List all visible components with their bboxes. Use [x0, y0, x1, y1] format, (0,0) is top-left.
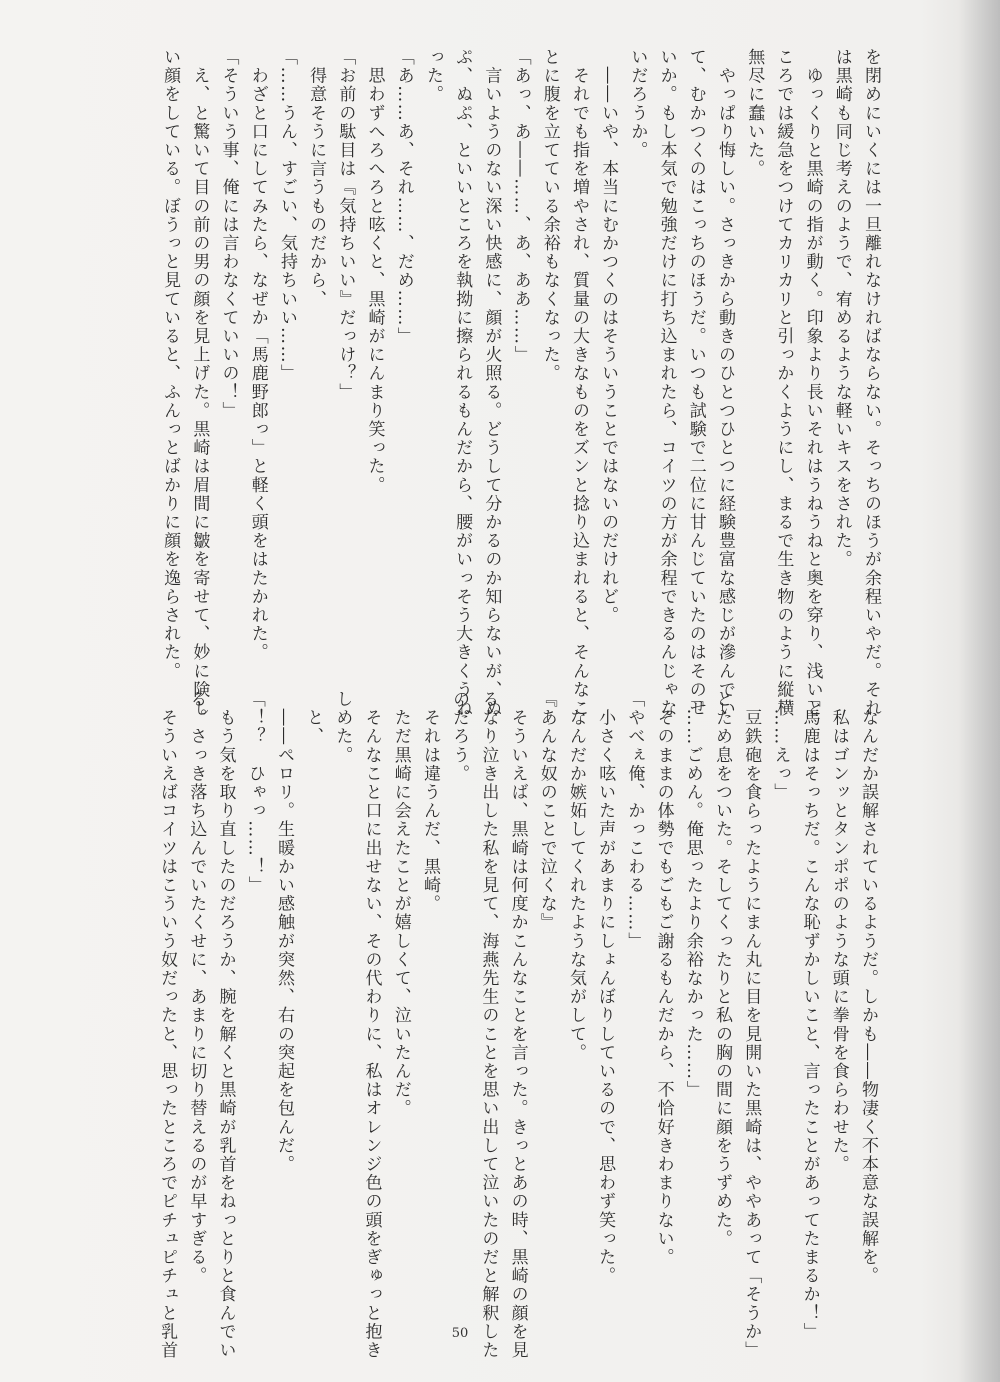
text-column: やっぱり悔しい。さっきから動きのひとつひとつに経験豊富な感じが滲んでい	[714, 48, 735, 718]
text-column: 無尽に蠢いた。	[744, 48, 765, 179]
text-column: 「……えっ」	[770, 690, 791, 802]
page-number: 50	[451, 1326, 469, 1341]
text-column: いだろうか。	[627, 48, 648, 160]
text-column: 「あっ、あ――……、あ、ああ……」	[510, 48, 531, 365]
text-column: 思わずへろへろと呟くと、黒崎がにんまり笑った。	[364, 48, 385, 495]
text-column: 『あんな奴のことで泣くな』	[536, 690, 557, 932]
text-column: るなり泣き出した私を見て、海燕先生のことを思い出して泣いたのだと解釈した	[478, 690, 499, 1360]
text-column: いか。もし本気で勉強だけに打ち込まれたら、コイツの方が余程できるんじゃな	[656, 48, 677, 718]
page-binding-shadow	[958, 0, 1000, 1382]
text-column: 「……ごめん。俺思ったより余裕なかった……」	[682, 690, 703, 1100]
text-column: それは違うんだ、黒崎。	[419, 690, 440, 914]
text-column: 豆鉄砲を食らったようにまん丸に目を見開いた黒崎は、ややあって「そうか」	[741, 690, 762, 1360]
text-column: しめた。	[332, 690, 353, 765]
text-column: ぷ、ぬぷ、といいところを執拗に擦られるもんだから、腰がいっそう大きくうね	[452, 48, 473, 718]
text-column: そのままの体勢でもごもご謝るもんだから、不恰好きわまりない。	[653, 690, 674, 1267]
text-column: を閉めにいくには一旦離れなければならない。そっちのほうが余程いやだ。それ	[861, 48, 881, 718]
text-column: ゆっくりと黒崎の指が動く。印象より長いそれはうねうねと奥を穿り、浅いと	[802, 48, 823, 718]
text-column: とため息をついた。そしてくったりと私の胸の間に顔をうずめた。	[711, 690, 732, 1248]
text-column: 「お前の駄目は『気持ちいい』だっけ？」	[335, 48, 356, 402]
text-column: 「あ……あ、それ……、だめ……」	[393, 48, 414, 346]
text-column: は黒崎も同じ考えのようで、宥めるような軽いキスをされた。	[831, 48, 852, 569]
text-column: 得意そうに言うものだから、	[306, 48, 327, 309]
text-column: ――いや、本当にむかつくのはそういうことではないのだけれど。	[598, 48, 619, 625]
text-column: ただ黒崎に会えたことが嬉しくて、泣いたんだ。	[390, 690, 411, 1118]
text-column: 言いようのない深い快感に、顔が火照る。どうして分かるのか知らないが、ぬ	[481, 48, 502, 718]
text-column: もう気を取り直したのだろうか、腕を解くと黒崎が乳首をねっとりと食んでい	[215, 690, 236, 1360]
text-column: 「そういう事、俺には言わなくていいの！」	[218, 48, 239, 420]
text-column: とに腹を立てている余裕もなくなった。	[539, 48, 560, 383]
text-column: そういえばコイツはこういう奴だったと、思ったところでピチュピチュと乳首	[157, 690, 178, 1360]
text-column: 小さく呟いた声があまりにしょんぼりしているので、思わず笑った。	[595, 690, 616, 1286]
text-column: った。	[422, 48, 443, 104]
text-column: て、むかつくのはこっちのほうだ。いつも試験で二位に甘んじていたのはそのせ	[685, 48, 706, 718]
text-column: と、	[303, 690, 324, 746]
text-column: わざと口にしてみたら、なぜか「馬鹿野郎っ」と軽く頭をはたかれた。	[247, 48, 268, 662]
text-column: そういえば、黒崎は何度かこんなことを言った。きっとあの時、黒崎の顔を見	[507, 690, 528, 1360]
text-column: る。さっき落ち込んでいたくせに、あまりに切り替えるのが早すぎる。	[186, 690, 207, 1286]
text-column: ――ペロリ。生暖かい感触が突然、右の突起を包んだ。	[273, 690, 294, 1174]
text-block-top	[155, 48, 885, 718]
text-column: 「馬鹿はそっちだ。こんな恥ずかしいこと、言ったことがあってたまるか！」	[799, 690, 820, 1341]
text-column: なんだか誤解されているようだ。しかも――物凄く不本意な誤解を。	[858, 690, 878, 1286]
text-column: 「……うん、すごい、気持ちいい……」	[276, 48, 297, 383]
text-column: え、と驚いて目の前の男の顔を見上げた。黒崎は眉間に皺を寄せて、妙に険し	[189, 48, 210, 718]
text-column: 私はゴンッとタンポポのような頭に拳骨を食らわせた。	[828, 690, 849, 1174]
text-column: なんだか嫉妬してくれたような気がして。	[565, 690, 586, 1062]
text-column: それでも指を増やされ、質量の大きなものをズンと捻り込まれると、そんなこ	[568, 48, 589, 718]
text-column: 「やべぇ俺、かっこわる……」	[624, 690, 645, 951]
text-column: ころでは緩急をつけてカリカリと引っかくようにし、まるで生き物のように縦横	[773, 48, 794, 718]
text-column: い顔をしている。ぼうっと見ていると、ふんっとばかりに顔を逸らされた。	[160, 48, 181, 681]
text-column: そんなこと口に出せない、その代わりに、私はオレンジ色の頭をぎゅっと抱き	[361, 690, 382, 1360]
text-column: のだろう。	[449, 690, 470, 783]
text-column: 「！？ ひゃっ……！」	[244, 690, 265, 895]
